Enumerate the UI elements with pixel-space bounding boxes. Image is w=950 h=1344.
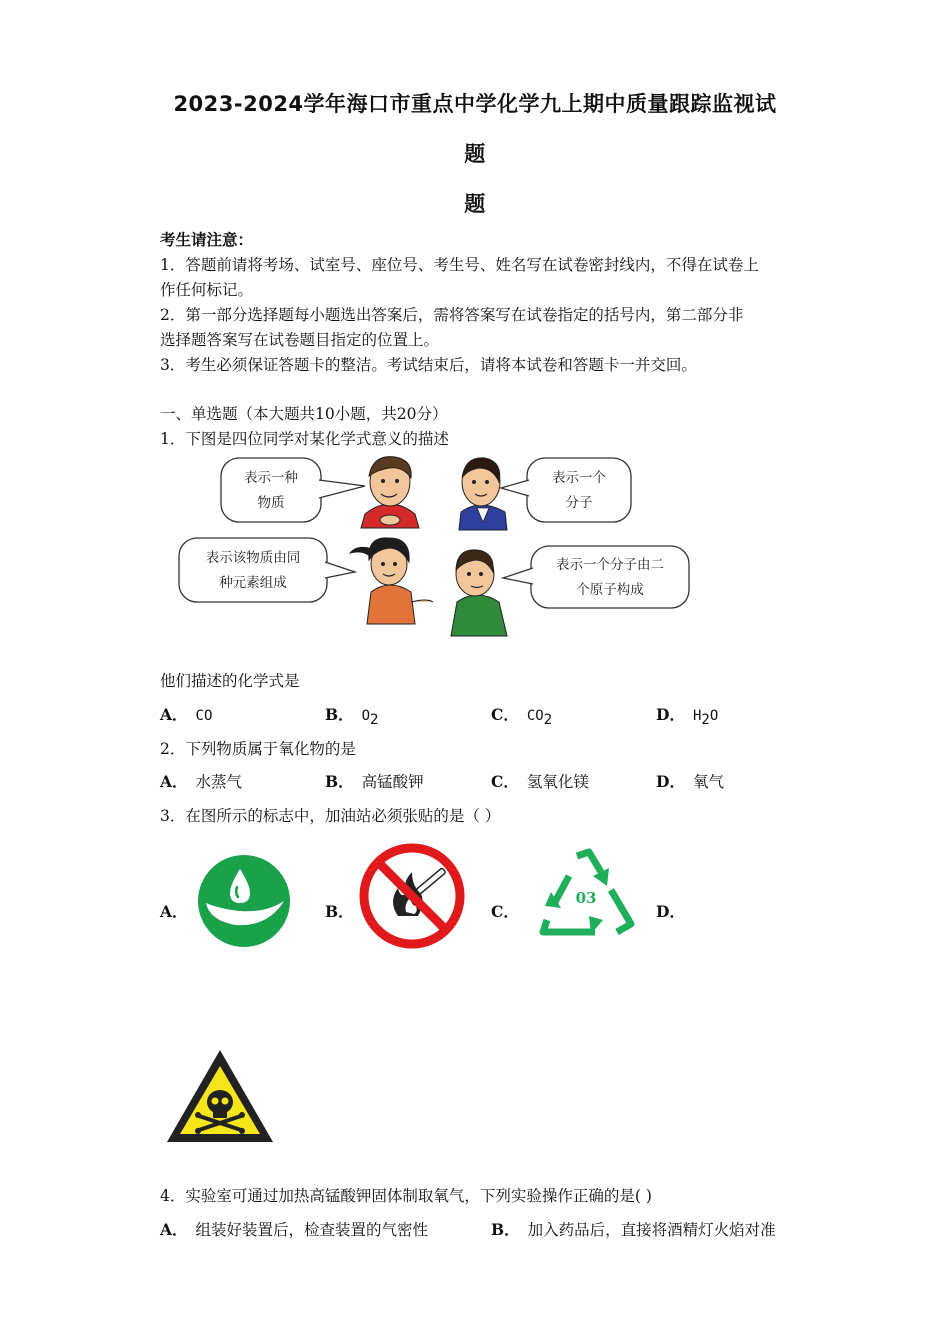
bubble-2-line2: 分子: [565, 495, 593, 511]
option-formula-subscript: 2: [543, 712, 553, 729]
bubble-3-line2: 种元素组成: [219, 575, 287, 591]
bubble-4-line1: 表示一个分子由二: [556, 557, 664, 573]
bubble-2-line1: 表示一个: [552, 470, 606, 486]
bubble-1-line1: 表示一种: [244, 470, 298, 486]
bubble-1-line2: 物质: [257, 495, 285, 511]
option-key: A．: [160, 902, 188, 921]
bubble-2-text: [527, 466, 631, 516]
option-key: D．: [656, 902, 685, 921]
notice-item: 2．第一部分选择题每小题选出答案后，需将答案写在试卷指定的括号内，第二部分非: [160, 306, 744, 324]
option-key: A．: [160, 705, 188, 724]
q1-option-c[interactable]: [491, 703, 552, 728]
option-text: 组装好装置后，检查装置的气密性: [195, 1221, 429, 1239]
question-1-prompt: 他们描述的化学式是: [160, 672, 300, 690]
option-formula: CO: [526, 708, 544, 724]
question-3-stem: 3．在图所示的标志中，加油站必须张贴的是（ ）: [160, 807, 501, 825]
water-saving-sign-icon[interactable]: [196, 853, 292, 949]
option-key: B．: [325, 772, 354, 791]
q4-option-a[interactable]: [160, 1218, 428, 1240]
notice-item: 1．答题前请将考场、试室号、座位号、考生号、姓名写在试卷密封线内，不得在试卷上: [160, 256, 759, 274]
option-key: B．: [325, 902, 354, 921]
section-heading: 一、单选题（本大题共10小题，共20分）: [160, 405, 448, 423]
option-formula: O: [361, 708, 371, 724]
option-text: 氢氧化镁: [526, 773, 589, 791]
q2-option-c[interactable]: [491, 770, 589, 792]
option-text: 加入药品后，直接将酒精灯火焰对准: [527, 1221, 776, 1239]
q2-option-b[interactable]: [325, 770, 424, 792]
student-girl-icon: [349, 538, 433, 624]
question-1-stem: 1．下图是四位同学对某化学式意义的描述: [160, 430, 449, 448]
notice-item: 3．考生必须保证答题卡的整洁。考试结束后，请将本试卷和答题卡一并交回。: [160, 356, 697, 374]
q2-option-a[interactable]: [160, 770, 242, 792]
q4-option-b[interactable]: [491, 1218, 776, 1240]
option-formula: H: [692, 708, 702, 724]
toxic-hazard-sign-icon[interactable]: [163, 1046, 277, 1146]
q2-option-d[interactable]: [656, 770, 724, 792]
exam-title-line3: 题: [464, 192, 486, 216]
option-formula-suffix: O: [709, 708, 719, 724]
q3-option-d-key[interactable]: [656, 900, 693, 922]
question-2-stem: 2．下列物质属于氧化物的是: [160, 740, 356, 758]
no-fire-sign-icon[interactable]: [358, 842, 466, 950]
student-boy-red-icon: [361, 457, 419, 528]
q3-option-b-key[interactable]: [325, 900, 362, 922]
option-formula-subscript: 2: [370, 712, 379, 729]
option-text: 水蒸气: [195, 773, 243, 791]
option-key: C．: [491, 772, 519, 791]
recycle-code-text: 03: [575, 889, 597, 907]
q1-option-a[interactable]: [160, 703, 212, 725]
option-key: B．: [491, 1220, 520, 1239]
q1-option-b[interactable]: [325, 703, 378, 728]
q1-option-d[interactable]: [656, 703, 718, 728]
exam-title-line1: 2023-2024学年海口市重点中学化学九上期中质量跟踪监视试: [173, 92, 777, 116]
option-key: D．: [656, 705, 685, 724]
option-formula-subscript: 2: [701, 712, 710, 729]
option-key: A．: [160, 772, 188, 791]
option-key: C．: [491, 902, 519, 921]
q3-option-c-key[interactable]: [491, 900, 527, 922]
option-key: B．: [325, 705, 354, 724]
notice-item: 作任何标记。: [160, 281, 254, 299]
bubble-3-text: [179, 546, 327, 596]
option-key: A．: [160, 1220, 188, 1239]
bubble-1-text: [221, 466, 321, 516]
option-text: 氧气: [692, 773, 724, 791]
student-boy-green-icon: [451, 550, 507, 636]
q3-option-a-key[interactable]: [160, 900, 196, 922]
question-4-stem: 4．实验室可通过加热高锰酸钾固体制取氧气，下列实验操作正确的是( ): [160, 1187, 652, 1205]
notice-item: 选择题答案写在试卷题目指定的位置上。: [160, 331, 440, 349]
option-formula: CO: [195, 708, 213, 724]
notice-heading: 考生请注意：: [160, 230, 254, 249]
bubble-4-text: [531, 553, 689, 603]
option-text: 高锰酸钾: [361, 773, 424, 791]
bubble-3-line1: 表示该物质由同: [205, 550, 301, 566]
exam-title-line2: 题: [464, 142, 486, 166]
student-boy-blue-icon: [459, 458, 507, 530]
option-key: C．: [491, 705, 519, 724]
bubble-4-line2: 个原子构成: [576, 582, 644, 598]
option-key: D．: [656, 772, 685, 791]
